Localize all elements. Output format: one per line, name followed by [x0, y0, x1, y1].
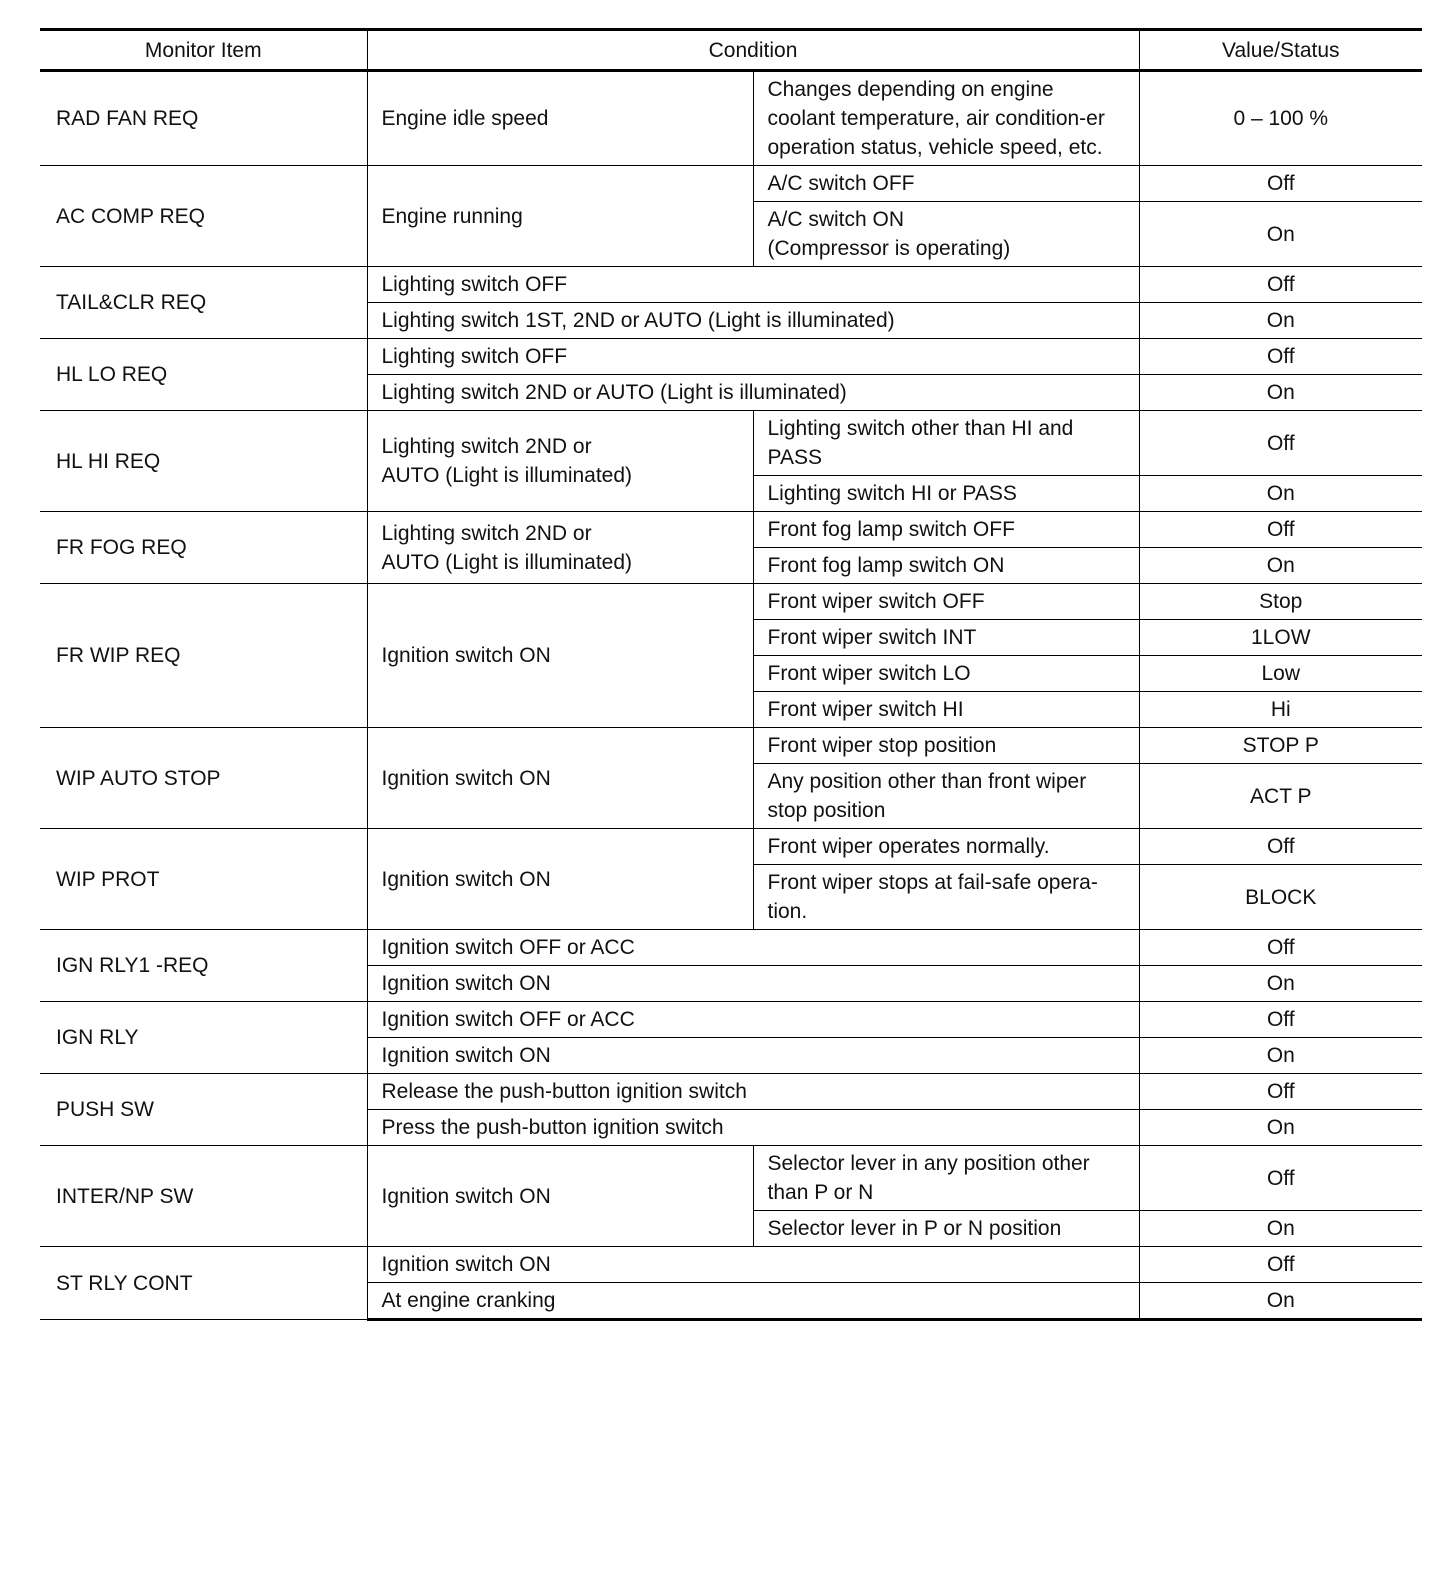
sub-condition-cell: Ignition switch ON — [367, 1247, 1139, 1283]
monitor-item-cell: WIP PROT — [40, 829, 367, 930]
sub-condition-cell: Selector lever in P or N position — [753, 1211, 1139, 1247]
monitor-item-cell: ST RLY CONT — [40, 1247, 367, 1320]
sub-condition-cell: Front wiper stops at fail-safe opera-tion. — [753, 865, 1139, 930]
value-status-cell: On — [1139, 375, 1422, 411]
value-status-cell: On — [1139, 202, 1422, 267]
sub-condition-cell: Lighting switch OFF — [367, 267, 1139, 303]
monitor-item-cell: FR WIP REQ — [40, 584, 367, 728]
sub-condition-cell: Lighting switch other than HI and PASS — [753, 411, 1139, 476]
sub-condition-cell: A/C switch OFF — [753, 166, 1139, 202]
value-status-cell: On — [1139, 548, 1422, 584]
monitor-item-cell: WIP AUTO STOP — [40, 728, 367, 829]
value-status-cell: Off — [1139, 1074, 1422, 1110]
value-status-cell: Off — [1139, 267, 1422, 303]
sub-condition-cell: Selector lever in any position other than P or N — [753, 1146, 1139, 1211]
table-row — [40, 1002, 1422, 1038]
value-status-cell: On — [1139, 1283, 1422, 1320]
sub-condition-cell: Front wiper switch LO — [753, 656, 1139, 692]
value-status-cell: 0 – 100 % — [1139, 71, 1422, 166]
value-status-cell: Off — [1139, 1247, 1422, 1283]
value-status-cell: 1LOW — [1139, 620, 1422, 656]
value-status-cell: On — [1139, 1211, 1422, 1247]
sub-condition-cell: Any position other than front wiper stop position — [753, 764, 1139, 829]
table-row — [40, 1074, 1422, 1110]
monitor-item-cell: TAIL&CLR REQ — [40, 267, 367, 339]
value-status-cell: Off — [1139, 512, 1422, 548]
table-row — [40, 71, 1422, 166]
sub-condition-cell: Changes depending on engine coolant temperature, air condition-er operation status, vehicle speed, etc. — [753, 71, 1139, 166]
value-status-cell: Off — [1139, 829, 1422, 865]
sub-condition-cell: Press the push-button ignition switch — [367, 1110, 1139, 1146]
value-status-cell: On — [1139, 966, 1422, 1002]
value-status-cell: Off — [1139, 1146, 1422, 1211]
value-status-cell: Off — [1139, 411, 1422, 476]
table-row — [40, 1146, 1422, 1211]
table-row — [40, 339, 1422, 375]
monitor-item-cell: PUSH SW — [40, 1074, 367, 1146]
condition-cell: Lighting switch 2ND or AUTO (Light is illuminated) — [367, 512, 753, 584]
sub-condition-cell: Front wiper stop position — [753, 728, 1139, 764]
header-value-status: Value/Status — [1139, 30, 1422, 71]
table-row — [40, 411, 1422, 476]
value-status-cell: ACT P — [1139, 764, 1422, 829]
sub-condition-cell: Release the push-button ignition switch — [367, 1074, 1139, 1110]
monitor-item-cell: RAD FAN REQ — [40, 71, 367, 166]
table-body — [40, 71, 1422, 1320]
value-status-cell: Off — [1139, 930, 1422, 966]
monitor-item-cell: FR FOG REQ — [40, 512, 367, 584]
table-row — [40, 166, 1422, 202]
table-row — [40, 512, 1422, 548]
value-status-cell: On — [1139, 1110, 1422, 1146]
sub-condition-cell: Front fog lamp switch OFF — [753, 512, 1139, 548]
sub-condition-cell: Front wiper switch INT — [753, 620, 1139, 656]
value-status-cell: Off — [1139, 166, 1422, 202]
value-status-cell: BLOCK — [1139, 865, 1422, 930]
sub-condition-cell: Ignition switch ON — [367, 1038, 1139, 1074]
condition-cell: Engine running — [367, 166, 753, 267]
table-row — [40, 584, 1422, 620]
condition-cell: Ignition switch ON — [367, 1146, 753, 1247]
condition-cell: Ignition switch ON — [367, 829, 753, 930]
sub-condition-cell: Ignition switch ON — [367, 966, 1139, 1002]
sub-condition-cell: Front fog lamp switch ON — [753, 548, 1139, 584]
monitor-item-cell: HL HI REQ — [40, 411, 367, 512]
value-status-cell: Hi — [1139, 692, 1422, 728]
value-status-cell: On — [1139, 1038, 1422, 1074]
monitor-item-cell: INTER/NP SW — [40, 1146, 367, 1247]
sub-condition-cell: Front wiper switch OFF — [753, 584, 1139, 620]
value-status-cell: Off — [1139, 1002, 1422, 1038]
sub-condition-cell: Lighting switch 1ST, 2ND or AUTO (Light is illuminated) — [367, 303, 1139, 339]
value-status-cell: Stop — [1139, 584, 1422, 620]
table-row — [40, 829, 1422, 865]
condition-cell: Engine idle speed — [367, 71, 753, 166]
condition-cell: Ignition switch ON — [367, 584, 753, 728]
header-monitor-item: Monitor Item — [40, 30, 367, 71]
sub-condition-cell: Ignition switch OFF or ACC — [367, 1002, 1139, 1038]
monitor-item-cell: HL LO REQ — [40, 339, 367, 411]
sub-condition-cell: A/C switch ON (Compressor is operating) — [753, 202, 1139, 267]
value-status-cell: Off — [1139, 339, 1422, 375]
condition-cell: Ignition switch ON — [367, 728, 753, 829]
sub-condition-cell: Lighting switch HI or PASS — [753, 476, 1139, 512]
value-status-cell: On — [1139, 303, 1422, 339]
sub-condition-cell: Lighting switch OFF — [367, 339, 1139, 375]
condition-cell: Lighting switch 2ND or AUTO (Light is illuminated) — [367, 411, 753, 512]
monitor-item-table — [40, 28, 1422, 1321]
value-status-cell: STOP P — [1139, 728, 1422, 764]
header-condition: Condition — [367, 30, 1139, 71]
value-status-cell: Low — [1139, 656, 1422, 692]
table-row — [40, 1247, 1422, 1283]
monitor-item-cell: AC COMP REQ — [40, 166, 367, 267]
table-header-row — [40, 30, 1422, 71]
monitor-item-cell: IGN RLY1 -REQ — [40, 930, 367, 1002]
sub-condition-cell: Front wiper operates normally. — [753, 829, 1139, 865]
table-row — [40, 267, 1422, 303]
sub-condition-cell: Lighting switch 2ND or AUTO (Light is illuminated) — [367, 375, 1139, 411]
table-row — [40, 930, 1422, 966]
sub-condition-cell: Front wiper switch HI — [753, 692, 1139, 728]
table-row — [40, 728, 1422, 764]
value-status-cell: On — [1139, 476, 1422, 512]
sub-condition-cell: At engine cranking — [367, 1283, 1139, 1320]
sub-condition-cell: Ignition switch OFF or ACC — [367, 930, 1139, 966]
monitor-item-cell: IGN RLY — [40, 1002, 367, 1074]
